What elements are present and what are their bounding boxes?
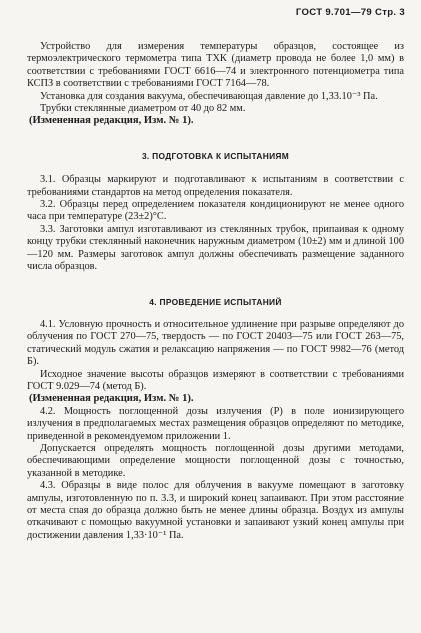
paragraph-vacuum: Установка для создания вакуума, обеспечивающая давление до 1,33.10⁻³ Па. bbox=[40, 90, 378, 102]
clause-3-3: 3.3. Заготовки ампул изготавливают из стеклянных трубок, припаивая к одному концу трубки стеклянный наконечник наружным диаметром (10±2) мм и длиной 100—120 мм. Размеры заготовок ампул должны обеспечивать размещение заданного числа образцов. bbox=[27, 223, 404, 273]
clause-3-1: 3.1. Образцы маркируют и подготавливают к испытаниям в соответствии с требованиями стандартов на метод определения показателя. bbox=[27, 174, 404, 198]
clause-4-1: 4.1. Условную прочность и относительное удлинение при разрыве определяют до облучения по ГОСТ 270—75, твердость — по ГОСТ 20403—75 или ГОСТ 263—75, статический модуль сжатия и релаксацию напряжения — по ГОСТ 9982—76 (метод Б). bbox=[27, 318, 404, 368]
running-head: ГОСТ 9.701—79 Стр. 3 bbox=[295, 7, 405, 18]
clause-4-2: 4.2. Мощность поглощенной дозы излучения (Р) в поле ионизирующего излучения в предполагаемых местах размещения образцов определяют по методике, приведенной в рекомендуемом приложении 1. bbox=[27, 405, 404, 442]
clause-3-2: 3.2. Образцы перед определением показателя кондиционируют не менее одного часа при температуре (23±2)°С. bbox=[27, 199, 404, 223]
amendment-note-2: (Измененная редакция, Изм. № 1). bbox=[29, 393, 194, 405]
paragraph-glass-tubes: Трубки стеклянные диаметром от 40 до 82 мм. bbox=[40, 103, 246, 115]
amendment-note: (Измененная редакция, Изм. № 1). bbox=[29, 115, 194, 127]
clause-4-2-alt: Допускается определять мощность поглощенной дозы другими методами, обеспечивающими определение мощности поглощенной дозы с точностью, указанной в методике. bbox=[27, 442, 404, 479]
paragraph-thermometer: Устройство для измерения температуры образцов, состоящее из термоэлектрического термометра типа ТХК (диаметр провода не более 1,0 мм) в соответствии с требованиями ГОСТ 6616—74 и электронного потенциометра типа КСПЗ в соответствии с требованиями ГОСТ 7164—78. bbox=[27, 41, 404, 90]
clause-4-1-height: Исходное значение высоты образцов измеряют в соответствии с требованиями ГОСТ 9.029—74 (метод Б). bbox=[27, 368, 404, 392]
section-4-title: 4. ПРОВЕДЕНИЕ ИСПЫТАНИЙ bbox=[149, 296, 282, 307]
section-3-title: 3. ПОДГОТОВКА К ИСПЫТАНИЯМ bbox=[141, 150, 290, 161]
clause-4-3: 4.3. Образцы в виде полос для облучения в вакууме помещают в заготовку ампулы, изготовленную по п. 3.3, и широкий конец запаивают. При этом расстояние от места спая до образца должно быть не менее длины образца. Воздух из ампулы откачивают с помощью вакуумной установки и запаивают узкий конец ампулы при достижении давления 1,33·10⁻¹ Па. bbox=[27, 480, 404, 541]
page-content bbox=[27, 41, 404, 542]
